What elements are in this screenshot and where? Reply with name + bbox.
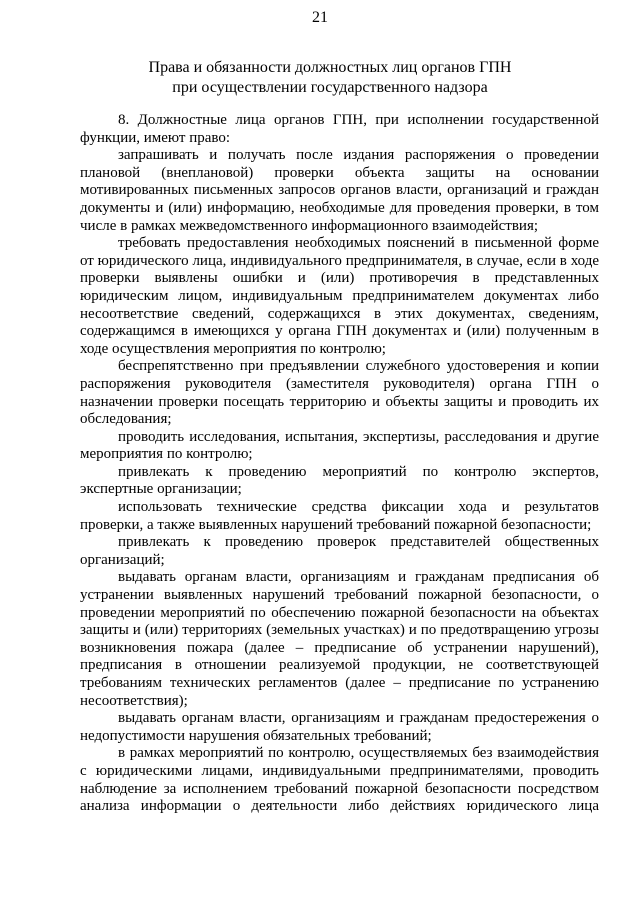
paragraph-technical-means: использовать технические средства фиксации хода и результатов проверки, а также выявленных нарушений требований пожарной безопасности;	[80, 499, 599, 533]
paragraph-conduct-research: проводить исследования, испытания, экспертизы, расследования и другие мероприятия по контролю;	[80, 428, 599, 463]
paragraph-require-explanations: требовать предоставления необходимых пояснений в письменной форме от юридического лица, индивидуального предпринимателя, в случае, если в ходе проверки выявлены ошибки и (или) противоречия в представленных юридическим лицом, индивидуальным предпринимателем документах либо несоответствие сведений, содержащихся в этих документах, сведениям, содержащимся в имеющихся у органа ГПН документах и (или) полученным в ходе осуществления мероприятия по контролю;	[80, 235, 599, 357]
paragraph-intro: 8. Должностные лица органов ГПН, при исполнении государственной функции, имеют право:	[80, 112, 599, 146]
document-body	[80, 112, 599, 816]
paragraph-involve-experts: привлекать к проведению мероприятий по контролю экспертов, экспертные организации;	[80, 463, 599, 498]
paragraph-visit-territory: беспрепятственно при предъявлении служебного удостоверения и копии распоряжения руководителя (заместителя руководителя) органа ГПН о назначении проверки посещать территорию и объекты защиты и проводить их обследования;	[80, 358, 599, 428]
paragraph-request-documents: запрашивать и получать после издания распоряжения о проведении плановой (внеплановой) проверки объекта защиты на основании мотивированных письменных запросов органов власти, организаций и граждан документы и (или) информацию, необходимые для проведения проверки, в том числе в рамках межведомственного информационного взаимодействия;	[80, 147, 599, 234]
paragraph-observation: в рамках мероприятий по контролю, осуществляемых без взаимодействия с юридическими лицами, индивидуальными предпринимателями, проводить наблюдение за исполнением требований пожарной безопасности посредством анализа информации о деятельности либо действиях юридического лица	[80, 745, 599, 815]
paragraph-issue-orders: выдавать органам власти, организациям и гражданам предписания об устранении выявленных нарушений требований пожарной безопасности, о проведении мероприятий по обеспечению пожарной безопасности на объектах защиты и (или) территориях (земельных участках) и по предотвращению угрозы возникновения пожара (далее – предписание об устранении нарушений), предписания в отношении реализуемой продукции, не соответствующей требованиям технических регламентов (далее – предписание по устранению несоответствия);	[80, 569, 599, 709]
section-heading-line-2: при осуществлении государственного надзора	[172, 79, 488, 96]
section-heading-line-1: Права и обязанности должностных лиц органов ГПН	[148, 59, 512, 76]
paragraph-issue-warnings: выдавать органам власти, организациям и гражданам предостережения о недопустимости нарушения обязательных требований;	[80, 710, 599, 744]
page-number: 21	[312, 9, 328, 26]
paragraph-involve-public: привлекать к проведению проверок представителей общественных организаций;	[80, 534, 599, 568]
section-heading	[70, 58, 590, 98]
